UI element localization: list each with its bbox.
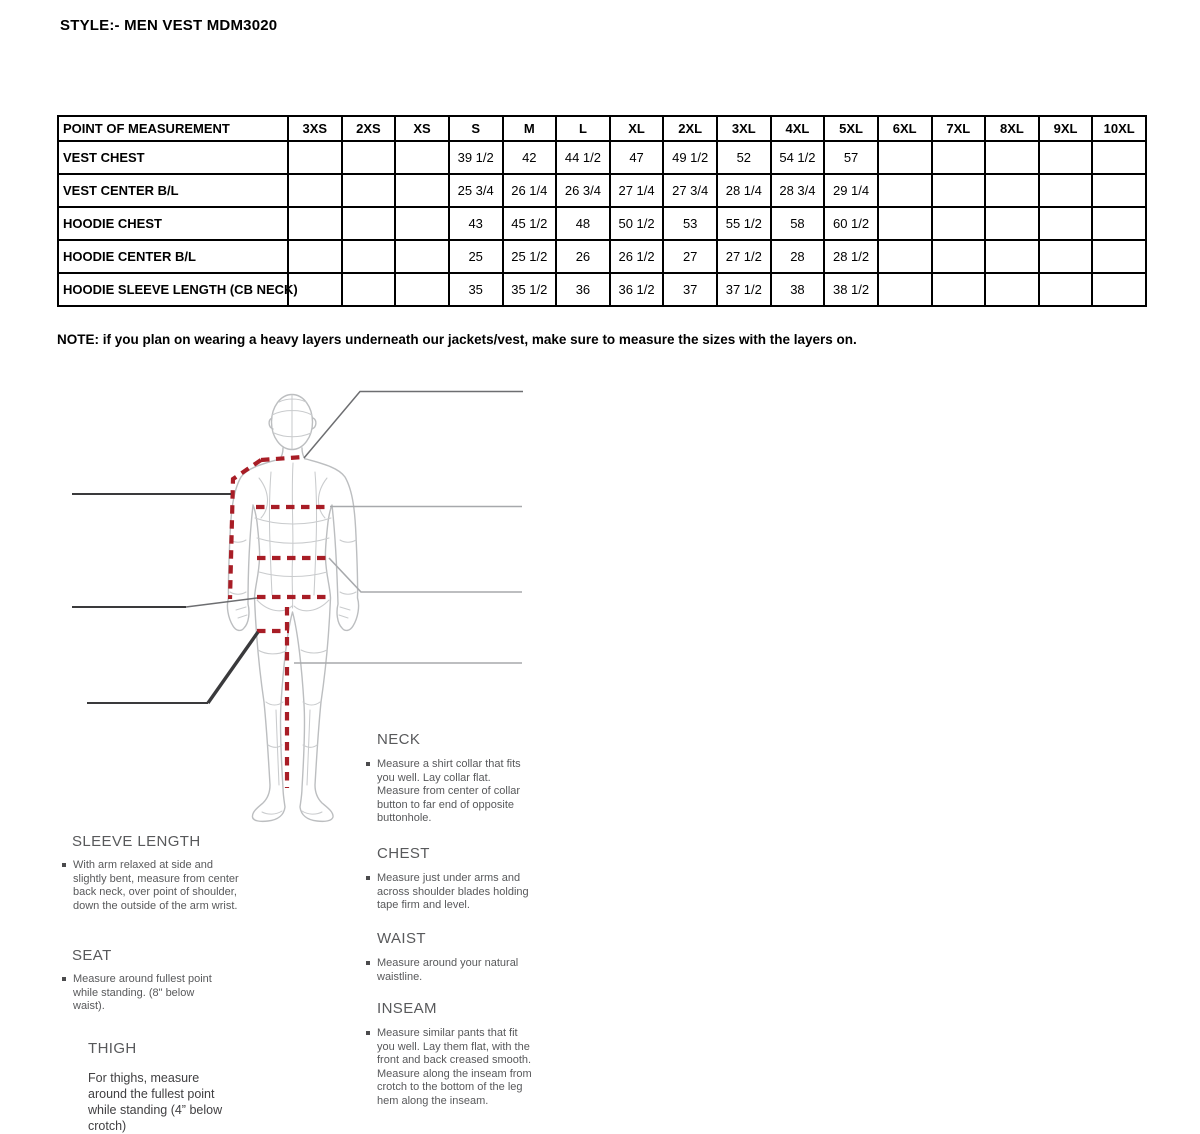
bullet-square-icon [366, 1031, 370, 1035]
column-header-size: XL [610, 116, 664, 141]
size-value-cell [1039, 141, 1093, 174]
neck-section [366, 731, 530, 826]
size-value-cell [395, 141, 449, 174]
size-value-cell [395, 174, 449, 207]
size-value-cell [932, 141, 986, 174]
size-value-cell: 28 1/4 [717, 174, 771, 207]
size-value-cell: 35 1/2 [503, 273, 557, 306]
size-value-cell: 37 [663, 273, 717, 306]
size-value-cell [288, 141, 342, 174]
table-row [58, 141, 1146, 174]
thigh-instructions: For thighs, measure around the fullest point while standing (4” below crotch) [88, 1071, 223, 1133]
neck-leader-line [304, 392, 523, 459]
row-label-measurement: HOODIE SLEEVE LENGTH (CB NECK) [58, 273, 288, 306]
size-value-cell: 52 [717, 141, 771, 174]
thigh-section [78, 1040, 238, 1134]
size-value-cell: 55 1/2 [717, 207, 771, 240]
column-header-size: 2XL [663, 116, 717, 141]
column-header-size: M [503, 116, 557, 141]
column-header-size: 8XL [985, 116, 1039, 141]
table-row [58, 273, 1146, 306]
row-label-measurement: HOODIE CENTER B/L [58, 240, 288, 273]
sleeve-length-measure-line [230, 460, 261, 599]
size-value-cell [878, 207, 932, 240]
size-value-cell [288, 240, 342, 273]
size-value-cell: 43 [449, 207, 503, 240]
size-value-cell: 53 [663, 207, 717, 240]
size-value-cell: 36 1/2 [610, 273, 664, 306]
size-value-cell: 42 [503, 141, 557, 174]
size-value-cell: 38 1/2 [824, 273, 878, 306]
size-value-cell: 28 1/2 [824, 240, 878, 273]
size-value-cell: 26 [556, 240, 610, 273]
seat-leader-line [186, 598, 257, 607]
bullet-square-icon [366, 762, 370, 766]
sleeve-length-section [62, 833, 240, 913]
neck-heading: NECK [377, 731, 421, 748]
size-value-cell [1092, 273, 1146, 306]
size-value-cell: 57 [824, 141, 878, 174]
thigh-leader-line [208, 632, 258, 703]
table-row [58, 207, 1146, 240]
size-value-cell: 45 1/2 [503, 207, 557, 240]
size-value-cell [1092, 174, 1146, 207]
size-value-cell [878, 174, 932, 207]
size-value-cell: 26 3/4 [556, 174, 610, 207]
size-value-cell: 27 3/4 [663, 174, 717, 207]
body-figure-illustration [0, 360, 1200, 847]
size-value-cell: 25 3/4 [449, 174, 503, 207]
column-header-size: 6XL [878, 116, 932, 141]
size-value-cell [985, 273, 1039, 306]
size-value-cell [985, 141, 1039, 174]
column-header-size: 2XS [342, 116, 396, 141]
page-title: STYLE:- MEN VEST MDM3020 [60, 17, 278, 34]
size-value-cell [1039, 240, 1093, 273]
size-value-cell [985, 174, 1039, 207]
size-value-cell [932, 207, 986, 240]
size-value-cell: 35 [449, 273, 503, 306]
seat-instructions: Measure around fullest point while standing. (8" below waist). [73, 973, 212, 1012]
neck-instructions: Measure a shirt collar that fits you well. Lay collar flat. Measure from center of collar button to far end of opposite buttonhole. [377, 758, 521, 824]
column-header-size: 9XL [1039, 116, 1093, 141]
size-value-cell [1092, 141, 1146, 174]
size-value-cell [1039, 174, 1093, 207]
chest-heading: CHEST [377, 845, 430, 862]
size-value-cell [985, 207, 1039, 240]
row-label-measurement: HOODIE CHEST [58, 207, 288, 240]
size-value-cell: 28 [771, 240, 825, 273]
note-text: NOTE: if you plan on wearing a heavy layers underneath our jackets/vest, make sure to measure the sizes with the layers on. [57, 332, 857, 347]
size-value-cell [288, 207, 342, 240]
chest-section [366, 845, 530, 913]
column-header-size: 4XL [771, 116, 825, 141]
size-value-cell: 50 1/2 [610, 207, 664, 240]
size-value-cell: 27 [663, 240, 717, 273]
inseam-heading: INSEAM [377, 1000, 437, 1017]
waist-section [366, 930, 530, 984]
chest-instructions: Measure just under arms and across shoulder blades holding tape firm and level. [377, 872, 529, 911]
bullet-square-icon [366, 961, 370, 965]
size-value-cell [932, 273, 986, 306]
size-value-cell: 37 1/2 [717, 273, 771, 306]
size-value-cell: 60 1/2 [824, 207, 878, 240]
size-value-cell [932, 174, 986, 207]
size-value-cell [288, 174, 342, 207]
size-value-cell: 47 [610, 141, 664, 174]
size-table [57, 115, 1147, 307]
inseam-instructions: Measure similar pants that fit you well. Lay them flat, with the front and back creased smooth. Measure along the inseam from crotch to the bottom of the leg hem along the inseam. [377, 1027, 532, 1107]
thigh-heading: THIGH [88, 1040, 137, 1057]
size-value-cell: 48 [556, 207, 610, 240]
column-header-size: XS [395, 116, 449, 141]
table-row [58, 240, 1146, 273]
column-header-size: L [556, 116, 610, 141]
size-value-cell: 58 [771, 207, 825, 240]
measurement-guide-diagram [0, 360, 1200, 1133]
waist-instructions: Measure around your natural waistline. [377, 957, 519, 983]
size-value-cell [395, 273, 449, 306]
inseam-section [366, 1000, 534, 1108]
bullet-square-icon [62, 977, 66, 981]
waist-heading: WAIST [377, 930, 426, 947]
size-value-cell [342, 141, 396, 174]
size-value-cell [932, 240, 986, 273]
size-value-cell [1039, 207, 1093, 240]
size-value-cell [878, 240, 932, 273]
size-value-cell: 27 1/2 [717, 240, 771, 273]
column-header-point-of-measurement: POINT OF MEASUREMENT [58, 116, 288, 141]
column-header-size: 3XS [288, 116, 342, 141]
column-header-size: S [449, 116, 503, 141]
sleeve-length-heading: SLEEVE LENGTH [72, 833, 201, 850]
size-table-header-row [58, 116, 1146, 141]
column-header-size: 3XL [717, 116, 771, 141]
size-value-cell [1039, 273, 1093, 306]
size-value-cell: 44 1/2 [556, 141, 610, 174]
row-label-measurement: VEST CENTER B/L [58, 174, 288, 207]
size-value-cell: 25 1/2 [503, 240, 557, 273]
size-value-cell: 38 [771, 273, 825, 306]
bullet-square-icon [366, 876, 370, 880]
size-value-cell [342, 207, 396, 240]
size-value-cell [985, 240, 1039, 273]
size-value-cell: 28 3/4 [771, 174, 825, 207]
size-value-cell: 36 [556, 273, 610, 306]
size-value-cell [878, 273, 932, 306]
neck-measure-line [261, 457, 303, 460]
size-value-cell [395, 240, 449, 273]
size-value-cell [1092, 240, 1146, 273]
column-header-size: 5XL [824, 116, 878, 141]
size-value-cell [1092, 207, 1146, 240]
size-value-cell: 49 1/2 [663, 141, 717, 174]
size-value-cell: 54 1/2 [771, 141, 825, 174]
size-value-cell: 39 1/2 [449, 141, 503, 174]
seat-section [62, 947, 222, 1014]
table-row [58, 174, 1146, 207]
size-value-cell: 27 1/4 [610, 174, 664, 207]
column-header-size: 7XL [932, 116, 986, 141]
size-value-cell [342, 174, 396, 207]
size-value-cell [342, 240, 396, 273]
column-header-size: 10XL [1092, 116, 1146, 141]
bullet-square-icon [62, 863, 66, 867]
size-value-cell: 26 1/4 [503, 174, 557, 207]
size-value-cell [878, 141, 932, 174]
row-label-measurement: VEST CHEST [58, 141, 288, 174]
seat-heading: SEAT [72, 947, 112, 964]
size-value-cell [395, 207, 449, 240]
size-value-cell: 25 [449, 240, 503, 273]
size-value-cell: 26 1/2 [610, 240, 664, 273]
size-value-cell: 29 1/4 [824, 174, 878, 207]
size-value-cell [342, 273, 396, 306]
sleeve-length-instructions: With arm relaxed at side and slightly bent, measure from center back neck, over point of shoulder, down the outside of the arm wrist. [73, 859, 239, 912]
